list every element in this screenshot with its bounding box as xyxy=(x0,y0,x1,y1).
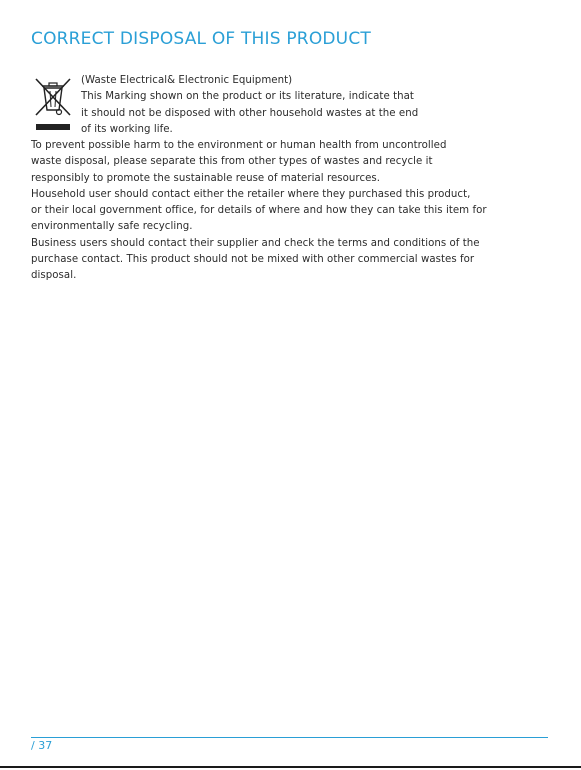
weee-line: of its working life. xyxy=(81,123,173,135)
body-line: responsibly to promote the sustainable reuse of material resources. xyxy=(31,172,381,184)
weee-line: it should not be disposed with other household wastes at the end xyxy=(81,107,419,119)
weee-line: (Waste Electrical& Electronic Equipment) xyxy=(81,75,293,86)
footer-divider xyxy=(31,737,548,738)
crossed-out-wheelie-bin-icon xyxy=(34,76,72,132)
body-line: or their local government office, for details of where and how they can take this item for xyxy=(31,205,487,217)
page-number: / 37 xyxy=(31,739,53,752)
body-line: Business users should contact their supplier and check the terms and conditions of the xyxy=(31,237,480,249)
body-line: purchase contact. This product should not be mixed with other commercial wastes for xyxy=(31,254,475,266)
page-bottom-edge xyxy=(0,766,581,768)
body-line: Household user should contact either the retailer where they purchased this product, xyxy=(31,188,471,200)
disposal-instructions xyxy=(31,138,561,285)
body-line: environmentally safe recycling. xyxy=(31,221,193,233)
body-line: disposal. xyxy=(31,270,77,282)
weee-description xyxy=(81,73,561,138)
page-title: CORRECT DISPOSAL OF THIS PRODUCT xyxy=(31,29,371,49)
body-line: waste disposal, please separate this from other types of wastes and recycle it xyxy=(31,156,433,168)
weee-line: This Marking shown on the product or its literature, indicate that xyxy=(81,91,414,103)
body-line: To prevent possible harm to the environment or human health from uncontrolled xyxy=(31,140,447,151)
